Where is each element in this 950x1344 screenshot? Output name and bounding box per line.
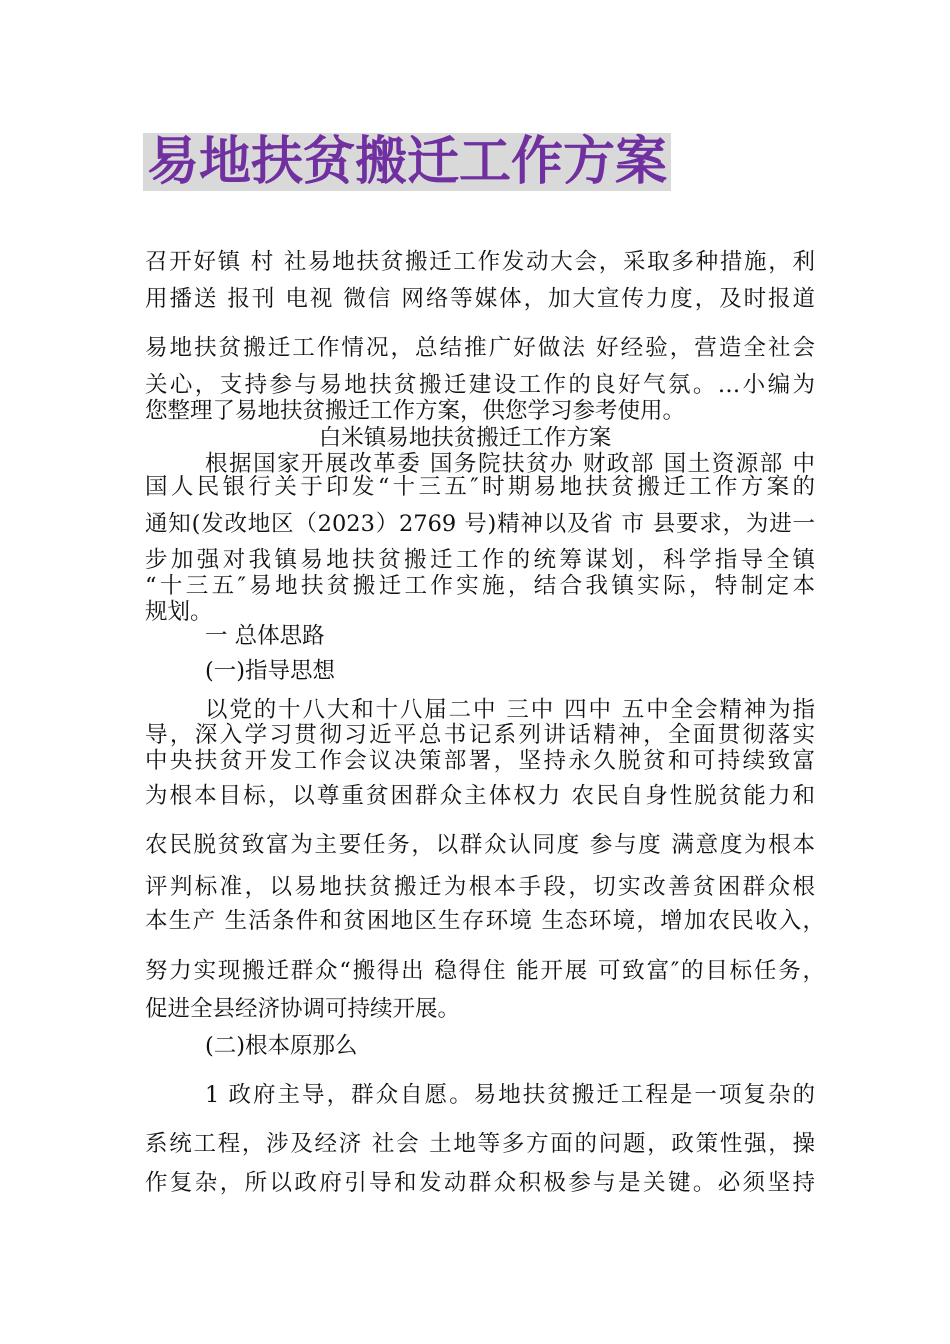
paragraph-line: 1 政府主导，群众自愿。易地扶贫搬迁工程是一项复杂的: [205, 1082, 815, 1108]
paragraph-line: 规划。: [145, 599, 213, 625]
paragraph-line: 您整理了易地扶贫搬迁工作方案，供您学习参考使用。: [145, 398, 686, 424]
paragraph-line: 以党的十八大和十八届二中 三中 四中 五中全会精神为指: [205, 697, 815, 723]
paragraph-line: 中央扶贫开发工作会议决策部署，坚持永久脱贫和可持续致富: [145, 748, 815, 774]
paragraph-line: 作复杂，所以政府引导和发动群众积极参与是关键。必须坚持: [145, 1170, 815, 1196]
paragraph-line: 通知(发改地区（2023）2769 号)精神以及省 市 县要求，为进一: [145, 511, 815, 537]
paragraph-line: 本生产 生活条件和贫困地区生存环境 生态环境，增加农民收入，: [145, 908, 825, 934]
paragraph-line: 农民脱贫致富为主要任务，以群众认同度 参与度 满意度为根本: [145, 832, 815, 858]
paragraph-line: 系统工程，涉及经济 社会 土地等多方面的问题，政策性强，操: [145, 1131, 815, 1157]
paragraph-line: 导，深入学习贯彻习近平总书记系列讲话精神，全面贯彻落实: [145, 722, 815, 748]
section-heading: (二)根本原那么: [205, 1033, 358, 1059]
paragraph-line: 召开好镇 村 社易地扶贫搬迁工作发动大会，采取多种措施，利: [145, 249, 815, 275]
paragraph-line: 为根本目标，以尊重贫困群众主体权力 农民自身性脱贫能力和: [145, 783, 815, 809]
paragraph-line: 用播送 报刊 电视 微信 网络等媒体，加大宣传力度，及时报道: [145, 286, 815, 312]
paragraph-line: “十三五″易地扶贫搬迁工作实施，结合我镇实际，特制定本: [145, 573, 815, 599]
section-heading: (一)指导思想: [205, 658, 336, 684]
paragraph-line: 步加强对我镇易地扶贫搬迁工作的统筹谋划，科学指导全镇: [145, 547, 815, 573]
paragraph-line: 努力实现搬迁群众“搬得出 稳得住 能开展 可致富″的目标任务，: [145, 958, 825, 984]
paragraph-line: 国人民银行关于印发“十三五″时期易地扶贫搬迁工作方案的: [145, 474, 815, 500]
section-heading: 白米镇易地扶贫搬迁工作方案: [318, 425, 612, 451]
paragraph-line: 促进全县经济协调可持续开展。: [145, 996, 461, 1022]
paragraph-line: 关心，支持参与易地扶贫搬迁建设工作的良好气氛。…小编为: [145, 372, 815, 398]
document-title: 易地扶贫搬迁工作方案: [143, 133, 671, 191]
section-heading: 一 总体思路: [205, 623, 325, 649]
paragraph-line: 根据国家开展改革委 国务院扶贫办 财政部 国土资源部 中: [205, 451, 815, 477]
paragraph-line: 评判标准，以易地扶贫搬迁为根本手段，切实改善贫困群众根: [145, 874, 815, 900]
paragraph-line: 易地扶贫搬迁工作情况，总结推广好做法 好经验，营造全社会: [145, 335, 815, 361]
